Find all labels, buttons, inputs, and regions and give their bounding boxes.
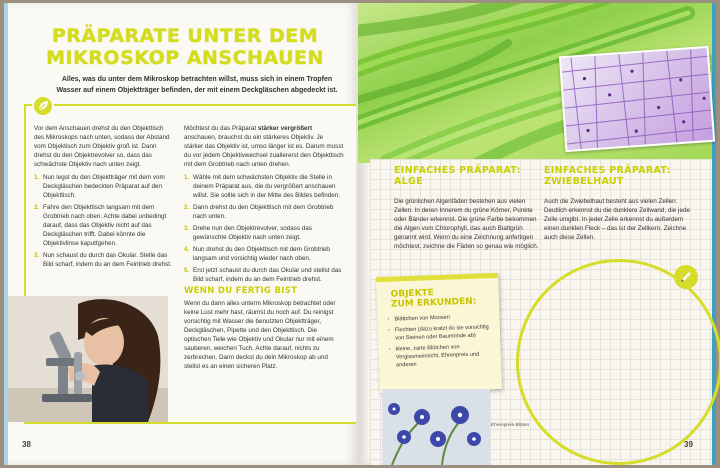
leaf-icon — [32, 95, 54, 117]
step-item: 2. Fahre den Objekttisch langsam mit dem Grobtrieb nach oben. Achte dabei unbedingt darauf, dass das Objektiv nicht auf das Deckgläschen trifft. Dabei könnte die Objektivlinse kaputtgehen. — [34, 204, 167, 247]
finish-text: Wenn du dann alles unterm Mikroskop betrachtet oder keine Lust mehr hast, räumst du noch auf. Du reinigst vorsichtig mit Wasser die benutzten Objektträger, Deckgläschen, Pipette und den Objekttisch. Die optischen Teile wie Objektiv und Okular nur mit einem sauberen, weichen Tuch. Achte darauf, nichts zu zerbrechen. Dann deckst du dein Mikroskop ab und stellst es an einen sicheren Platz. — [184, 300, 336, 370]
flower-caption: Ehrenpreis-Blüten — [490, 423, 530, 428]
step-item: 1. Wähle mit dem schwächsten Objektiv die Stelle in deinem Präparat aus, die du vergrößert anschauen willst. Sie sollte sich in der Mitte des Bildes befinden. — [184, 174, 340, 199]
algae-heading: EINFACHES PRÄPARAT: ALGE — [394, 165, 521, 187]
speedwell-flowers-photo — [382, 389, 490, 465]
algae-text: Die grünlichen Algenfäden bestehen aus vielen Zellen. In deren Innerem du grüne Körner, Punkte oder Bänder erkennst. Die grüne Farbe bekommen die Algen vom Chlorophyll, das auch Blattgrün genannt wird. Wenn du eine Zeichnung anfertigen möchtest, zeichne die Fäden so genau wie möglich. — [394, 198, 539, 250]
right-page — [358, 3, 716, 465]
intro-text: Alles, was du unter dem Mikroskop betrachten willst, muss sich in einem Tropfen Wasser auf einem Objektträger befinden, der mit einem Deckgläschen abgedeckt ist. — [56, 76, 338, 94]
page-number-left: 38 — [22, 440, 31, 449]
list-item: • Flechten (dazu kratzt du sie vorsichtig von Steinen oder Baumrinde ab) — [388, 323, 496, 343]
onion-heading: EINFACHES PRÄPARAT: ZWIEBELHAUT — [544, 165, 671, 187]
page-title-line-1: PRÄPARATE UNTER DEM — [51, 25, 319, 47]
explore-note — [376, 273, 502, 393]
col2-intro: Möchtest du das Präparat stärker vergrößert anschauen, brauchst du ein stärkeres Objektiv. Je stärker das Objektiv ist, umso länger ist es. Darum musst du vor jedem Objektivwechsel zuallererst den Objekttisch mit dem Grobtrieb nach unten drehen. — [184, 125, 344, 168]
explore-heading: OBJEKTE ZUM ERKUNDEN: — [390, 288, 477, 310]
onion-text: Auch die Zwiebelhaut besteht aus vielen Zellen. Deutlich erkennst du die dunklere Zellwand, die jede Zelle umgibt. In jeder Zelle erkennst du außerdem einen dunklen Fleck – das ist der Zellkern. Zeichne auch diese Zellen. — [544, 198, 690, 241]
microscope-photo — [8, 296, 168, 422]
list-item: • kleine, zarte Blütchen von Vergissmeinnicht, Ehrenpreis und anderen — [388, 342, 497, 370]
step-item: 1. Nun legst du den Objektträger mit dem vom Deckgläschen bedeckten Präparat auf den Objekttisch. — [34, 174, 165, 199]
instructions-column-1 — [34, 124, 174, 272]
col1-steps — [34, 173, 174, 269]
explore-list — [387, 312, 497, 373]
col2-steps — [184, 173, 344, 284]
instructions-column-2 — [184, 124, 344, 375]
onion-skin-micrograph — [559, 46, 715, 152]
pencil-icon — [674, 265, 698, 289]
page-number-right: 39 — [684, 440, 693, 449]
step-item: 5. Erst jetzt schaust du durch das Okular und stellst das Bild scharf, indem du an dem Feintrieb drehst. — [184, 267, 342, 283]
step-item: 4. Nun drehst du den Objekttisch mit dem Grobtrieb langsam und vorsichtig wieder nach oben. — [184, 246, 330, 262]
step-item: 3. Nun schaust du durch das Okular. Stelle das Bild scharf, indem du an dem Feintrieb drehst. — [34, 252, 172, 268]
col1-intro: Vor dem Anschauen drehst du den Objekttisch des Mikroskops nach unten, sodass der Abstand vom Objektisch zum Objektiv groß ist. Dann drehst du den Objektrevolver so, dass das schwächste Objektiv nach unten zeigt. — [34, 125, 170, 168]
step-item: 3. Drehe nun den Objektrevolver, sodass das gewünschte Objektiv nach unten zeigt. — [184, 225, 313, 241]
step-item: 2. Dann drehst du den Objekttisch mit dem Grobtrieb nach unten. — [184, 204, 334, 220]
finish-subheading: WENN DU FERTIG BIST — [184, 286, 298, 296]
list-item: • Blättchen von Moosen — [387, 312, 495, 324]
drawing-circle — [516, 259, 720, 465]
page-title-line-2: MIKROSKOP ANSCHAUEN — [46, 47, 324, 69]
